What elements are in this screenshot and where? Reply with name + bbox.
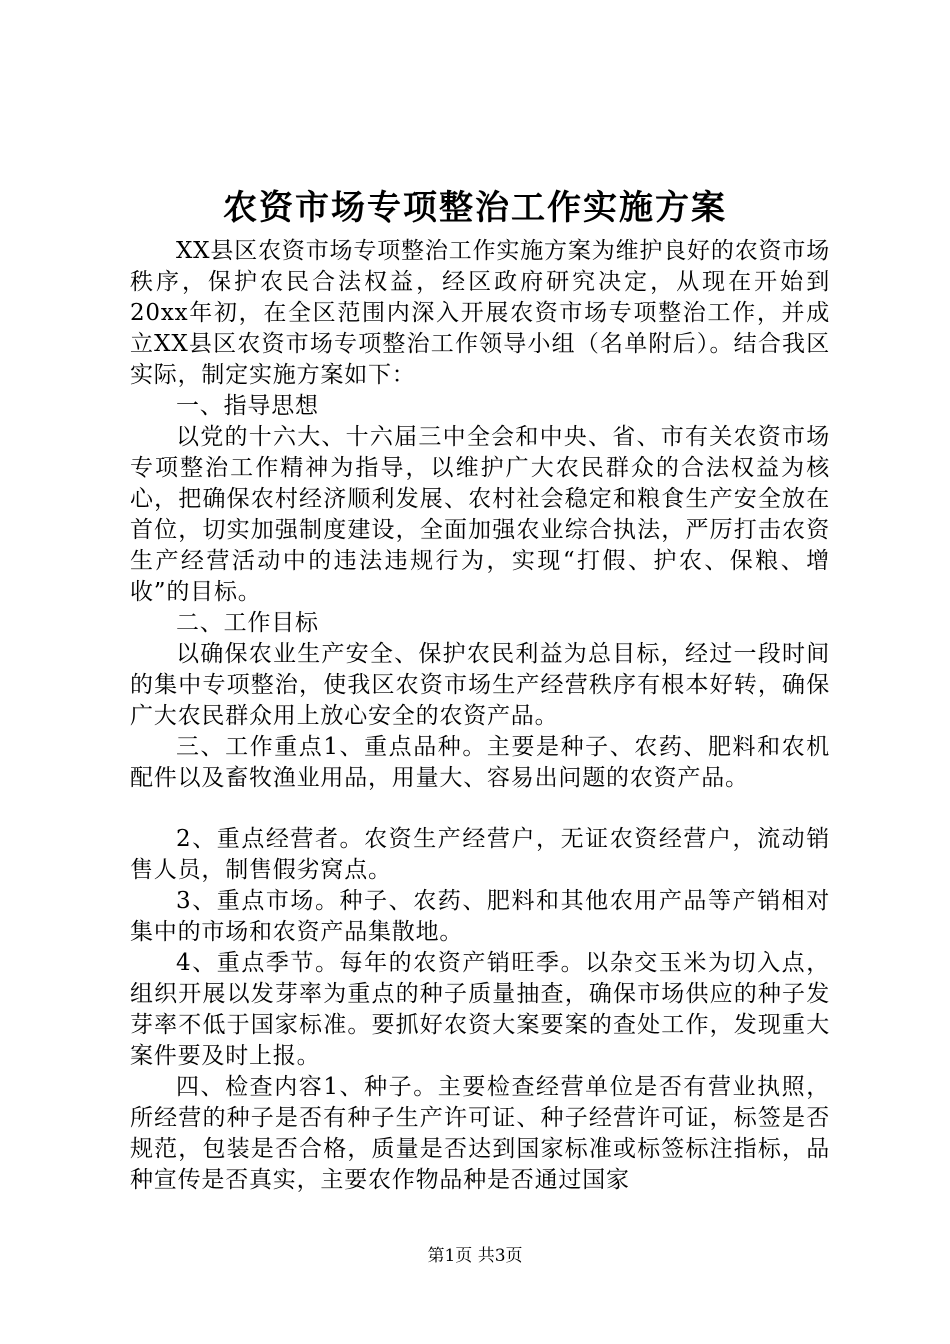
paragraph-intro: XX县区农资市场专项整治工作实施方案为维护良好的农资市场秩序，保护农民合法权益，经区政府研究决定，从现在开始到20xx年初，在全区范围内深入开展农资市场专项整治工作，并成立XX县区农资市场专项整治工作领导小组（名单附后）。结合我区实际，制定实施方案如下： <box>130 238 830 388</box>
paragraph-work-focus-2: 2、重点经营者。农资生产经营户，无证农资经营户，流动销售人员，制售假劣窝点。 <box>130 826 830 883</box>
document-body <box>130 236 830 1196</box>
paragraph-work-focus-3: 3、重点市场。种子、农药、肥料和其他农用产品等产销相对集中的市场和农资产品集散地。 <box>130 888 830 945</box>
paragraph-work-focus-4: 4、重点季节。每年的农资产销旺季。以杂交玉米为切入点，组织开展以发芽率为重点的种子质量抽查，确保市场供应的种子发芽率不低于国家标准。要抓好农资大案要案的查处工作，发现重大案件要及时上报。 <box>130 950 830 1069</box>
document-title: 农资市场专项整治工作实施方案 <box>223 188 727 228</box>
paragraph-work-goals: 以确保农业生产安全、保护农民利益为总目标，经过一段时间的集中专项整治，使我区农资市场生产经营秩序有根本好转，确保广大农民群众用上放心安全的农资产品。 <box>130 641 830 729</box>
heading-guiding-ideology: 一、指导思想 <box>176 393 319 419</box>
page-footer: 第1页 共3页 <box>427 1246 523 1266</box>
paragraph-inspection-content: 四、检查内容1、种子。主要检查经营单位是否有营业执照，所经营的种子是否有种子生产许可证、种子经营许可证，标签是否规范，包装是否合格，质量是否达到国家标准或标签标注指标，品种宣传是否真实，主要农作物品种是否通过国家 <box>130 1074 830 1193</box>
paragraph-guiding-ideology: 以党的十六大、十六届三中全会和中央、省、市有关农资市场专项整治工作精神为指导，以维护广大农民群众的合法权益为核心，把确保农村经济顺利发展、农村社会稳定和粮食生产安全放在首位，切实加强制度建设，全面加强农业综合执法，严厉打击农资生产经营活动中的违法违规行为，实现“打假、护农、保粮、增收”的目标。 <box>130 424 830 605</box>
paragraph-work-focus-1: 三、工作重点1、重点品种。主要是种子、农药、肥料和农机配件以及畜牧渔业用品，用量大、容易出问题的农资产品。 <box>130 734 830 791</box>
heading-work-goals: 二、工作目标 <box>176 610 319 636</box>
